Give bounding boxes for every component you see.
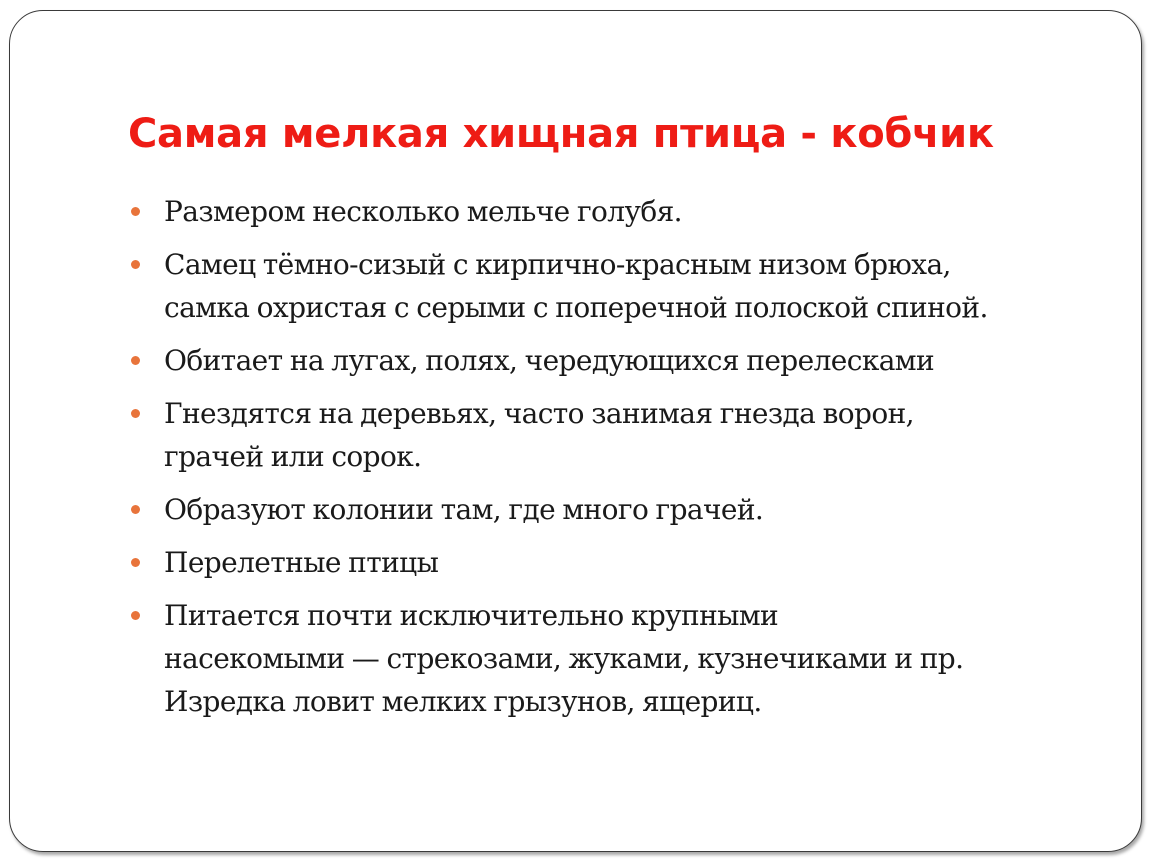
list-item [128, 339, 1108, 382]
list-item [128, 243, 1108, 329]
bullet-dot-icon [131, 505, 140, 514]
list-item-line: Самец тёмно-сизый с кирпично-красным низом брюха, [164, 248, 951, 281]
list-item-line: грачей или сорок. [164, 440, 422, 473]
list-item-line: Образуют колонии там, где много грачей. [164, 493, 764, 526]
bullet-dot-icon [131, 207, 140, 216]
bullet-dot-icon [131, 260, 140, 269]
bullet-dot-icon [131, 409, 140, 418]
list-item [128, 190, 1108, 233]
list-item-line: Размером несколько мельче голубя. [164, 195, 682, 228]
bullet-dot-icon [131, 611, 140, 620]
list-item-line: Гнездятся на деревьях, часто занимая гнезда ворон, [164, 397, 914, 430]
list-item-line: Перелетные птицы [164, 546, 439, 579]
list-item-line: самка охристая с серыми с поперечной полоской спиной. [164, 291, 988, 324]
list-item [128, 488, 1108, 531]
list-item-line: Обитает на лугах, полях, чередующихся перелесками [164, 344, 935, 377]
list-item-line: насекомыми — стрекозами, жуками, кузнечиками и пр. [164, 642, 964, 675]
list-item-line: Изредка ловит мелких грызунов, ящериц. [164, 685, 762, 718]
list-item [128, 594, 1108, 723]
slide-title: Самая мелкая хищная птица - кобчик [128, 111, 994, 157]
bullet-list [128, 190, 1108, 733]
bullet-dot-icon [131, 356, 140, 365]
bullet-dot-icon [131, 558, 140, 567]
list-item [128, 392, 1108, 478]
list-item [128, 541, 1108, 584]
list-item-line: Питается почти исключительно крупными [164, 599, 779, 632]
